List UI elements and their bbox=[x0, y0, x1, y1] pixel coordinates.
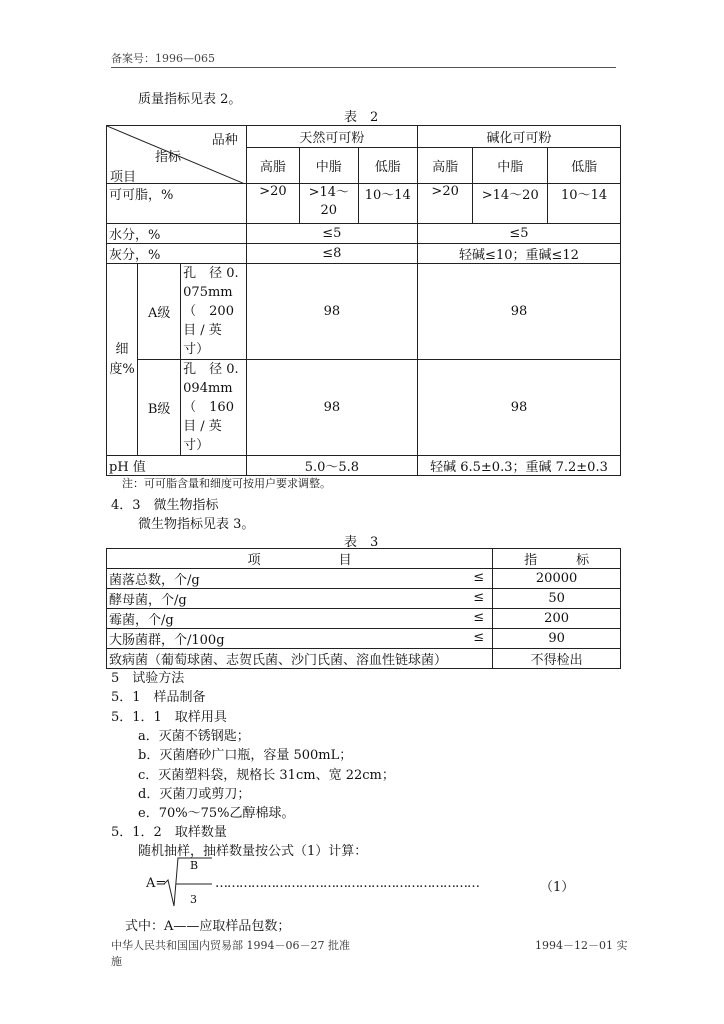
section-5: 5 试验方法 bbox=[111, 671, 185, 686]
group-natural: 天然可可粉 bbox=[246, 126, 417, 148]
item-label: 大肠菌群，个/100g bbox=[109, 633, 225, 648]
sub-header: 中脂 bbox=[300, 148, 358, 184]
row-label-ph: pH 值 bbox=[107, 456, 247, 476]
table-cell: 98 bbox=[417, 360, 620, 456]
grade-b: B级 bbox=[138, 360, 181, 456]
table-cell: ≤5 bbox=[246, 224, 417, 244]
table-cell: >14～20 bbox=[473, 184, 548, 224]
table-cell: ≤8 bbox=[246, 244, 417, 264]
sampling-text: 随机抽样，抽样数量按公式（1）计算： bbox=[138, 844, 368, 859]
section-5-1-1: 5．1．1 取样用具 bbox=[111, 710, 227, 725]
item-label: 致病菌（葡萄球菌、志贺氏菌、沙门氏菌、溶血性链球菌） bbox=[109, 653, 448, 668]
grade-a: A级 bbox=[138, 264, 181, 360]
formula-denominator: 3 bbox=[190, 893, 197, 906]
sub-header: 低脂 bbox=[548, 148, 621, 184]
footer-approval: 中华人民共和国国内贸易部 1994－06－27 批准 bbox=[111, 939, 350, 952]
table-row bbox=[107, 649, 493, 669]
sub-header: 高脂 bbox=[417, 148, 472, 184]
row-label-moisture: 水分，% bbox=[107, 224, 247, 244]
table2-corner-cell bbox=[107, 126, 247, 184]
table2-caption: 表 2 bbox=[344, 110, 379, 125]
item-label: 霉菌，个/g bbox=[109, 613, 174, 628]
grade-a-desc: 孔 径 0.075mm （ 200 目 / 英 寸） bbox=[181, 264, 247, 360]
row-label-fineness: 细度% bbox=[107, 264, 138, 456]
micro-intro: 微生物指标见表 3。 bbox=[138, 517, 255, 532]
table-cell: 98 bbox=[417, 264, 620, 360]
quality-table bbox=[106, 125, 621, 476]
corner-item: 项目 bbox=[110, 170, 137, 185]
section-5-1: 5．1 样品制备 bbox=[111, 690, 206, 705]
table3-head-item: 项 目 bbox=[107, 549, 493, 569]
table-cell: 200 bbox=[493, 609, 621, 629]
table-cell: 轻碱 6.5±0.3；重碱 7.2±0.3 bbox=[417, 456, 620, 476]
table-row bbox=[107, 629, 493, 649]
sub-header: 高脂 bbox=[246, 148, 299, 184]
record-number: 备案号：1996—065 bbox=[111, 52, 215, 65]
table-cell: ≤5 bbox=[417, 224, 620, 244]
formula-where: 式中：A——应取样品包数； bbox=[125, 919, 291, 934]
section-4-3: 4．3 微生物指标 bbox=[111, 498, 219, 513]
op-symbol: ≤ bbox=[473, 630, 485, 645]
table-row bbox=[107, 609, 493, 629]
table-cell: 20000 bbox=[493, 569, 621, 589]
formula-lhs: A= bbox=[146, 876, 167, 891]
item-label: 酵母菌，个/g bbox=[109, 593, 187, 608]
table3-head-index: 指 标 bbox=[493, 549, 621, 569]
table-cell: 90 bbox=[493, 629, 621, 649]
tool-item: c．灭菌塑料袋，规格长 31cm、宽 22cm； bbox=[138, 768, 395, 783]
row-label-cocoa-butter: 可可脂，% bbox=[107, 184, 247, 224]
table-cell: >14～20 bbox=[300, 184, 358, 224]
footer-implementation: 1994－12－01 实 bbox=[535, 939, 628, 952]
grade-b-desc: 孔 径 0.094mm （ 160 目 / 英 寸） bbox=[181, 360, 247, 456]
table-cell: 不得检出 bbox=[493, 649, 621, 669]
table-cell: 50 bbox=[493, 589, 621, 609]
sqrt-sign bbox=[162, 856, 214, 908]
tool-item: d．灭菌刀或剪刀； bbox=[138, 787, 251, 802]
table-cell: 10～14 bbox=[548, 184, 621, 224]
header-divider bbox=[111, 67, 616, 68]
formula-dots: ………………………………………………………… bbox=[215, 876, 479, 891]
table-cell: 98 bbox=[246, 360, 417, 456]
table-row bbox=[107, 569, 493, 589]
table-row bbox=[107, 589, 493, 609]
tool-item: a．灭菌不锈钢匙； bbox=[138, 729, 250, 744]
item-label: 菌落总数，个/g bbox=[109, 573, 200, 588]
table-cell: 98 bbox=[246, 264, 417, 360]
corner-index: 指标 bbox=[155, 150, 182, 165]
sub-header: 低脂 bbox=[358, 148, 417, 184]
op-symbol: ≤ bbox=[473, 590, 485, 605]
op-symbol: ≤ bbox=[473, 570, 485, 585]
table-cell: 轻碱≤10；重碱≤12 bbox=[417, 244, 620, 264]
footer-approval-cont: 施 bbox=[111, 955, 122, 968]
tool-item: b．灭菌磨砂广口瓶，容量 500mL； bbox=[138, 748, 353, 763]
formula-number: （1） bbox=[540, 880, 575, 895]
table-cell: 5.0～5.8 bbox=[246, 456, 417, 476]
formula-numerator: B bbox=[190, 859, 199, 872]
sub-header: 中脂 bbox=[473, 148, 548, 184]
table-cell: 10～14 bbox=[358, 184, 417, 224]
table3-caption: 表 3 bbox=[344, 535, 379, 550]
row-label-ash: 灰分，% bbox=[107, 244, 247, 264]
quality-intro: 质量指标见表 2。 bbox=[138, 92, 242, 107]
table-cell: >20 bbox=[246, 184, 299, 224]
corner-variety: 品种 bbox=[211, 133, 238, 148]
op-symbol: ≤ bbox=[473, 610, 485, 625]
group-alkalized: 碱化可可粉 bbox=[417, 126, 620, 148]
section-5-1-2: 5．1．2 取样数量 bbox=[111, 825, 227, 840]
table-cell: >20 bbox=[417, 184, 472, 224]
table2-note: 注：可可脂含量和细度可按用户要求调整。 bbox=[122, 477, 331, 490]
tool-item: e．70%～75%乙醇棉球。 bbox=[138, 806, 295, 821]
micro-table bbox=[106, 548, 621, 669]
